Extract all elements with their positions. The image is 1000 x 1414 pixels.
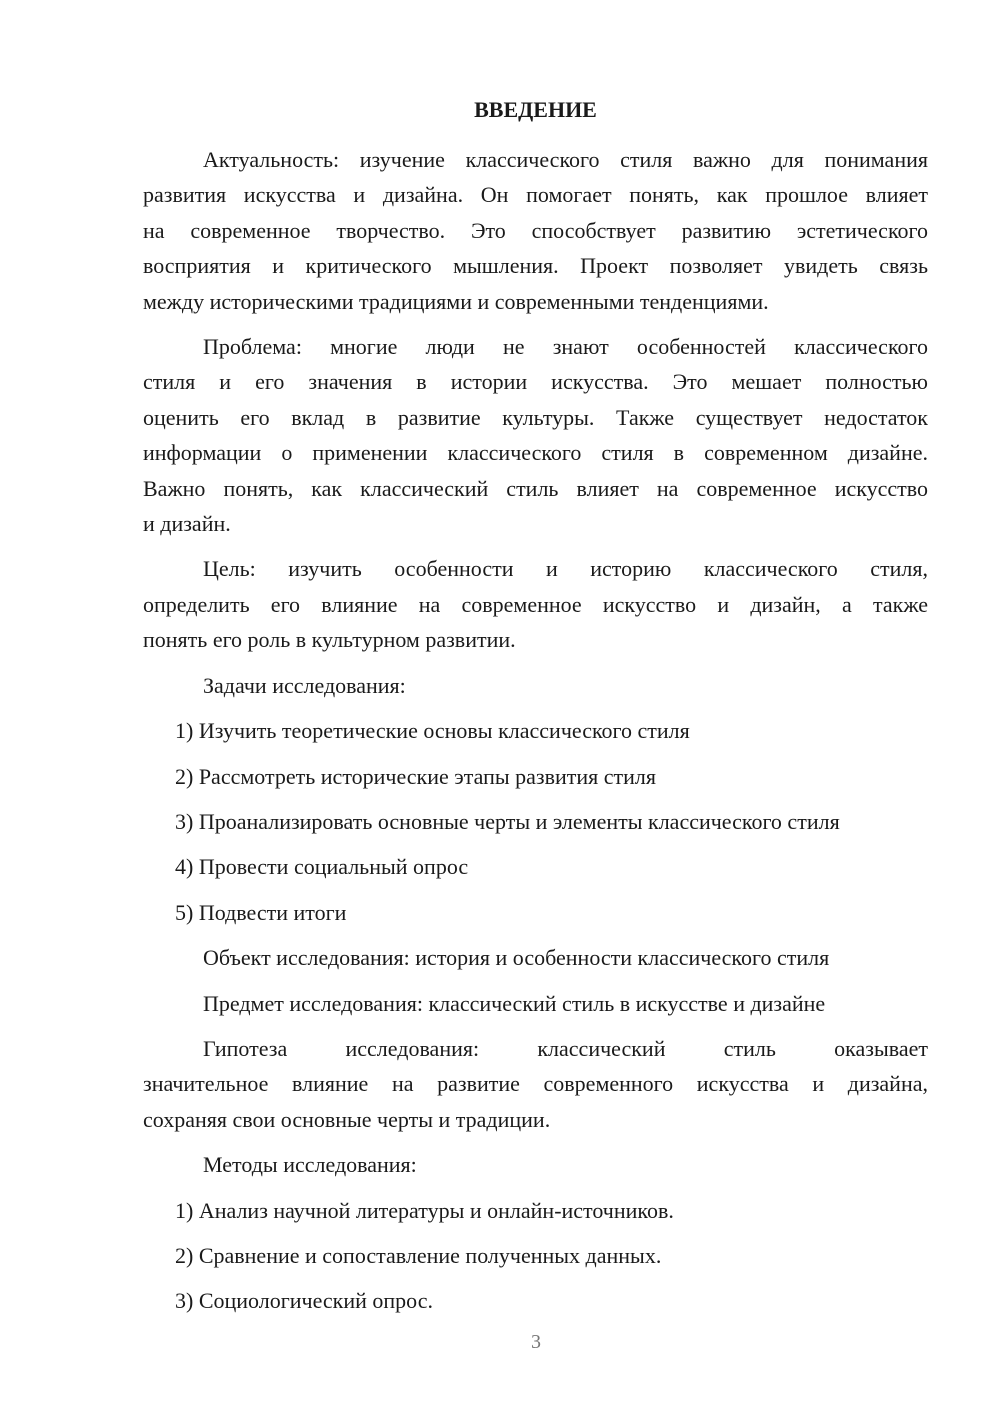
paragraph-line: сохраняя свои основные черты и традиции. — [143, 1106, 551, 1132]
method-item: 2) Сравнение и сопоставление полученных данных. — [175, 1242, 662, 1268]
paragraph-line: на современное творчество. Это способствует развитию эстетического — [143, 217, 928, 243]
paragraph-line: информации о применении классического стиля в современном дизайне. — [143, 440, 928, 466]
paragraph-line: определить его влияние на современное искусство и дизайн, а также — [143, 591, 928, 617]
paragraph-line: восприятия и критического мышления. Проект позволяет увидеть связь — [143, 253, 928, 279]
document-page — [143, 92, 928, 1329]
object-text: Объект исследования: история и особенности классического стиля — [203, 945, 830, 971]
paragraph-line: между историческими традициями и современными тенденциями. — [143, 288, 769, 314]
goal-paragraph — [143, 551, 928, 657]
tasks-heading — [143, 668, 928, 703]
subject-paragraph — [143, 986, 928, 1021]
paragraph-line: понять его роль в культурном развитии. — [143, 627, 516, 653]
paragraph-line: Важно понять, как классический стиль влияет на современное искусство — [143, 475, 928, 501]
task-item: 2) Рассмотреть исторические этапы развития стиля — [175, 763, 657, 789]
paragraph-line: развития искусства и дизайна. Он помогает понять, как прошлое влияет — [143, 182, 928, 208]
relevance-paragraph — [143, 142, 928, 319]
method-item: 3) Социологический опрос. — [175, 1288, 433, 1314]
paragraph-line: Цель: изучить особенности и историю классического стиля, — [203, 556, 928, 582]
paragraph-line: и дизайн. — [143, 511, 231, 537]
paragraph-line: оценить его вклад в развитие культуры. Также существует недостаток — [143, 404, 928, 430]
method-item: 1) Анализ научной литературы и онлайн-источников. — [175, 1197, 674, 1223]
section-title: ВВЕДЕНИЕ — [474, 97, 597, 122]
methods-heading — [143, 1147, 928, 1182]
paragraph-line: стиля и его значения в истории искусства. Это мешает полностью — [143, 369, 928, 395]
paragraph-line: значительное влияние на развитие современного искусства и дизайна, — [143, 1071, 928, 1097]
paragraph-line: Актуальность: изучение классического стиля важно для понимания — [203, 147, 928, 172]
paragraph-line: Проблема: многие люди не знают особенностей классического — [203, 334, 928, 360]
methods-heading-text: Методы исследования: — [203, 1152, 417, 1178]
task-item: 5) Подвести итоги — [175, 899, 347, 925]
paragraph-line: Гипотеза исследования: классический стиль оказывает — [203, 1035, 928, 1061]
page-number: 3 — [531, 1331, 541, 1353]
task-item: 4) Провести социальный опрос — [175, 854, 469, 880]
subject-text: Предмет исследования: классический стиль в искусстве и дизайне — [203, 990, 826, 1016]
task-item: 3) Проанализировать основные черты и элементы классического стиля — [175, 808, 840, 834]
task-item: 1) Изучить теоретические основы классического стиля — [175, 718, 690, 744]
hypothesis-paragraph — [143, 1031, 928, 1137]
object-paragraph — [143, 940, 928, 975]
tasks-heading-text: Задачи исследования: — [203, 672, 406, 698]
problem-paragraph — [143, 329, 928, 541]
